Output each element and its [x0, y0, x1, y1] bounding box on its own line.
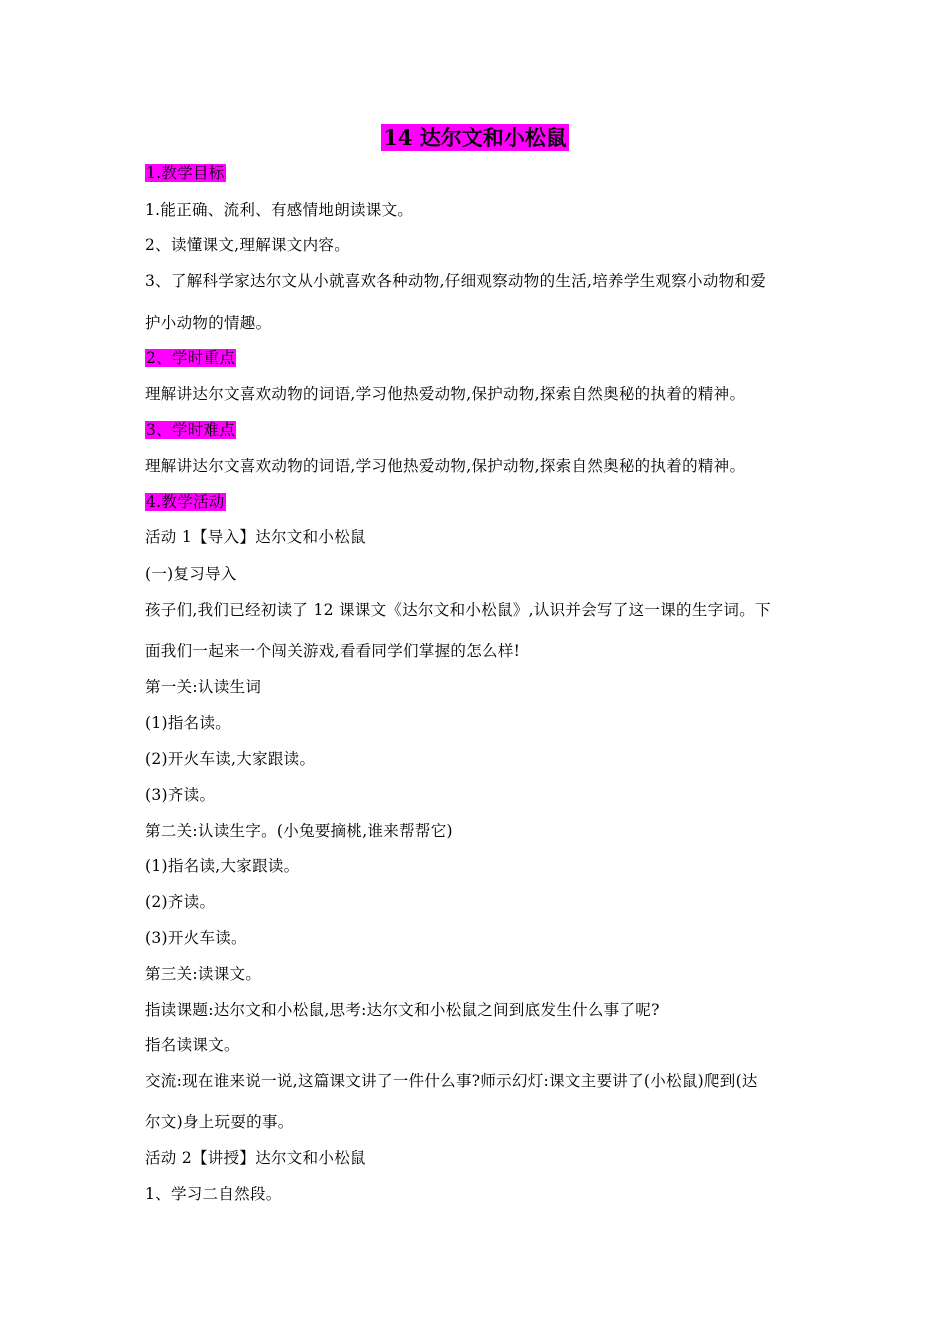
key-points-text: 理解讲达尔文喜欢动物的词语,学习他热爱动物,保护动物,探索自然奥秘的执着的精神。	[145, 385, 746, 403]
section-heading-key-points: 2、学时重点	[146, 349, 236, 367]
list-item: (3)齐读。	[145, 786, 216, 804]
list-item: (1)指名读,大家跟读。	[145, 857, 300, 875]
level-2-heading: 第二关:认读生字。(小兔要摘桃,谁来帮帮它)	[145, 822, 453, 840]
exchange-paragraph: 交流:现在谁来说一说,这篇课文讲了一件什么事?师示幻灯:课文主要讲了(小松鼠)爬到(达	[145, 1072, 758, 1090]
goal-item: 2、读懂课文,理解课文内容。	[145, 236, 350, 254]
level-3-heading: 第三关:读课文。	[145, 965, 262, 983]
level-1-heading: 第一关:认读生词	[145, 678, 262, 696]
review-heading: (一)复习导入	[145, 565, 237, 583]
section-heading-activities: 4.教学活动	[146, 493, 225, 511]
intro-paragraph: 孩子们,我们已经初读了 12 课课文《达尔文和小松鼠》,认识并会写了这一课的生字词。下	[145, 601, 771, 619]
activity-1-heading: 活动 1【导入】达尔文和小松鼠	[145, 528, 366, 546]
goal-item: 3、了解科学家达尔文从小就喜欢各种动物,仔细观察动物的生活,培养学生观察小动物和爱	[145, 272, 767, 290]
intro-paragraph-continued: 面我们一起来一个闯关游戏,看看同学们掌握的怎么样!	[145, 642, 521, 660]
read-paragraph: 指名读课文。	[145, 1036, 240, 1054]
list-item: (3)开火车读。	[145, 929, 247, 947]
guide-paragraph: 指读课题:达尔文和小松鼠,思考:达尔文和小松鼠之间到底发生什么事了呢?	[145, 1001, 660, 1019]
lesson-title: 14 达尔文和小松鼠	[383, 125, 567, 150]
exchange-paragraph-continued: 尔文)身上玩耍的事。	[145, 1113, 294, 1131]
list-item: (2)开火车读,大家跟读。	[145, 750, 316, 768]
difficulties-text: 理解讲达尔文喜欢动物的词语,学习他热爱动物,保护动物,探索自然奥秘的执着的精神。	[145, 457, 746, 475]
list-item: (2)齐读。	[145, 893, 216, 911]
list-item: (1)指名读。	[145, 714, 232, 732]
activity-2-heading: 活动 2【讲授】达尔文和小松鼠	[145, 1149, 366, 1167]
section-heading-difficulties: 3、学时难点	[146, 421, 236, 439]
goal-item: 1.能正确、流利、有感情地朗读课文。	[145, 201, 414, 219]
section-heading-goals: 1.教学目标	[146, 164, 225, 182]
goal-item-continued: 护小动物的情趣。	[145, 314, 272, 332]
study-item: 1、学习二自然段。	[145, 1185, 282, 1203]
